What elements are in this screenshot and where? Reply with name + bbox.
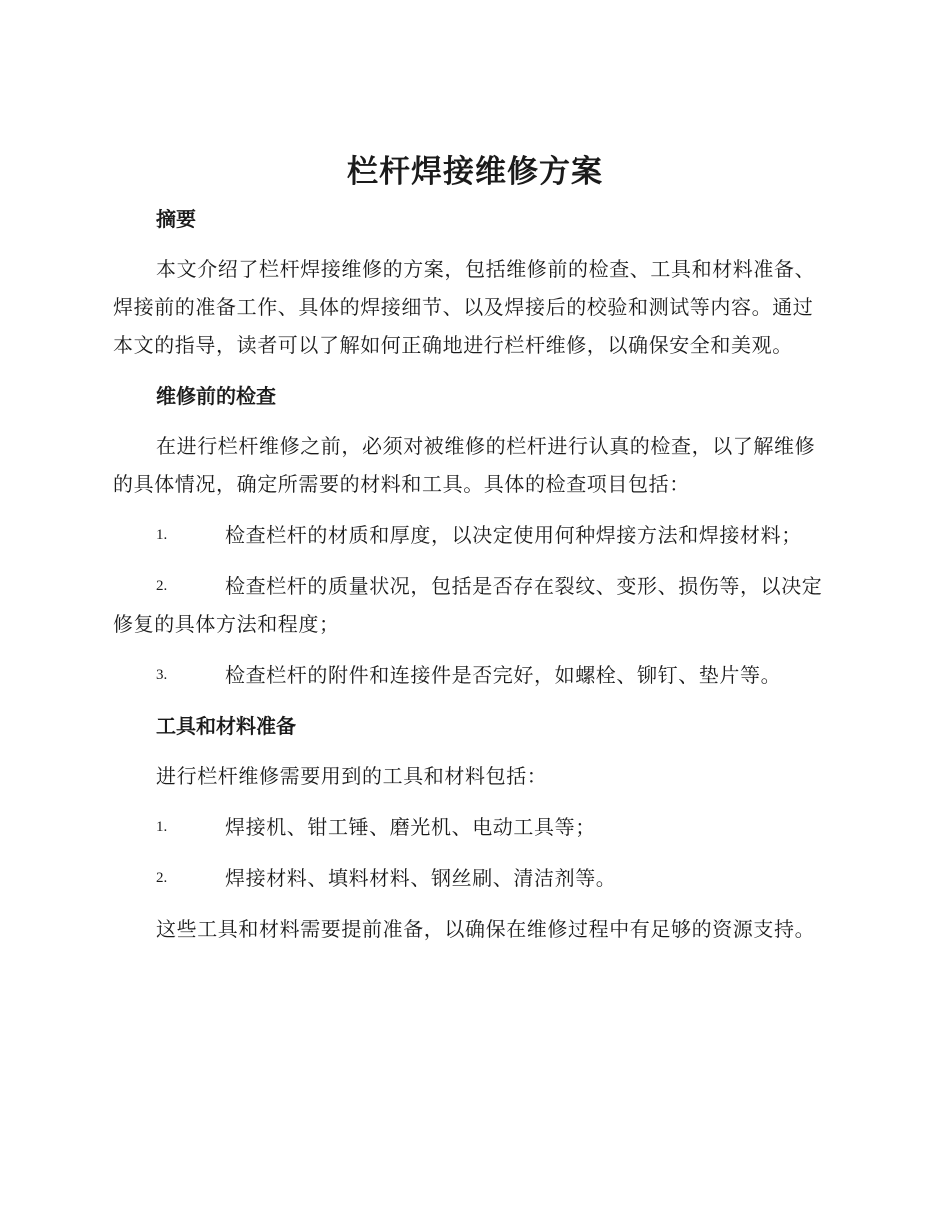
list-item-text: 焊接机、钳工锤、磨光机、电动工具等；	[225, 815, 596, 839]
document-title: 栏杆焊接维修方案	[347, 154, 603, 190]
list-item	[113, 859, 833, 897]
abstract-paragraph: 本文介绍了栏杆焊接维修的方案，包括维修前的检查、工具和材料准备、焊接前的准备工作、具体的焊接细节、以及焊接后的校验和测试等内容。通过本文的指导，读者可以了解如何正确地进行栏杆维修，以确保安全和美观。	[113, 257, 816, 357]
list-item-text: 检查栏杆的附件和连接件是否完好，如螺栓、铆钉、垫片等。	[225, 663, 782, 687]
list-item	[113, 516, 833, 554]
list-item	[113, 656, 833, 694]
list-item-number: 2.	[156, 578, 168, 594]
tools-intro-paragraph: 进行栏杆维修需要用到的工具和材料包括：	[156, 764, 548, 788]
list-item-number: 1.	[156, 527, 168, 543]
list-item-number: 3.	[156, 667, 168, 683]
section-heading-inspection: 维修前的检查	[156, 384, 276, 408]
list-item	[113, 808, 833, 846]
list-item-text: 检查栏杆的材质和厚度，以决定使用何种焊接方法和焊接材料；	[225, 523, 802, 547]
list-item	[113, 567, 833, 643]
list-item-text: 检查栏杆的质量状况，包括是否存在裂纹、变形、损伤等，以决定修复的具体方法和程度；	[113, 574, 823, 636]
list-item-number: 1.	[156, 819, 168, 835]
list-item-text: 焊接材料、填料材料、钢丝刷、清洁剂等。	[225, 866, 617, 890]
document-body	[113, 200, 833, 961]
section-heading-abstract: 摘要	[156, 207, 196, 231]
tools-closing-paragraph: 这些工具和材料需要提前准备，以确保在维修过程中有足够的资源支持。	[156, 917, 816, 941]
inspection-intro-paragraph: 在进行栏杆维修之前，必须对被维修的栏杆进行认真的检查，以了解维修的具体情况，确定所需要的材料和工具。具体的检查项目包括：	[113, 434, 816, 496]
list-item-number: 2.	[156, 870, 168, 886]
section-heading-tools: 工具和材料准备	[156, 714, 296, 738]
